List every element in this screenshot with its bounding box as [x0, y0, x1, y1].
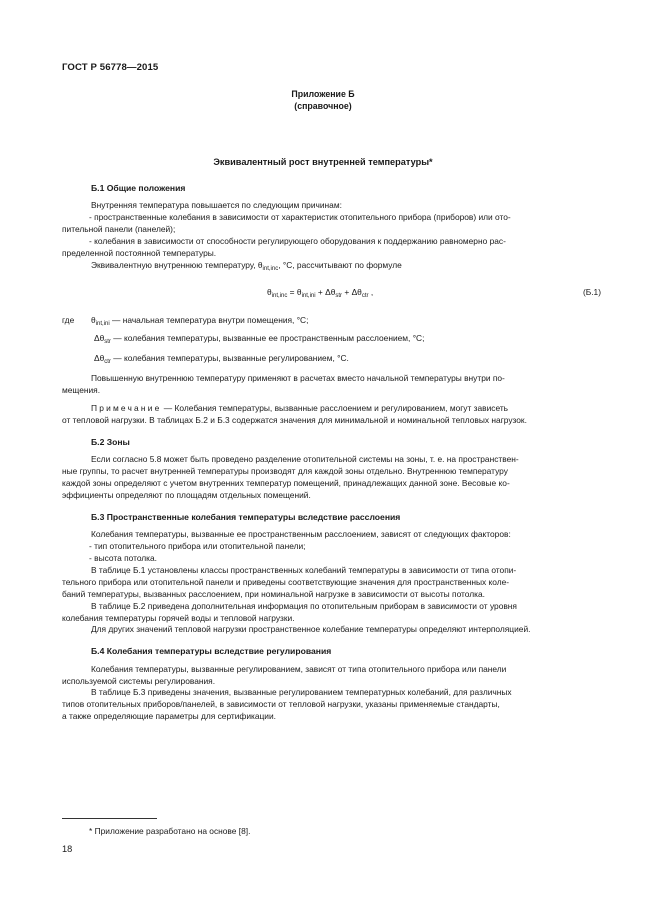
- variable-definition: $\Delta\theta_{ctr}$ — колебания температуры, вызванные регулированием, °C.: [94, 353, 349, 366]
- annex-subtitle: (справочное): [294, 100, 352, 111]
- list-item: - высота потолка.: [89, 552, 158, 563]
- paragraph: Колебания температуры, вызванные регулированием, зависят от типа отопительного прибора или панели используемой системы регулирования.: [62, 663, 507, 686]
- formula-number: (Б.1): [582, 287, 601, 298]
- paragraph: Внутренняя температура повышается по следующим причинам:: [91, 200, 342, 211]
- paragraph: Повышенную внутреннюю температуру применяют в расчетах вместо начальной температуры внутри по- мещения.: [62, 373, 505, 396]
- document-body: [62, 182, 601, 723]
- page-number: 18: [62, 844, 73, 854]
- section-b3-heading: Б.3 Пространственные колебания температуры вследствие расслоения: [91, 511, 401, 522]
- section-b1-heading: Б.1 Общие положения: [91, 183, 186, 193]
- paragraph: Эквивалентную внутреннюю температуру, $\theta_{int,inc}$, °C, рассчитывают по формуле: [91, 259, 402, 272]
- annex-title: Приложение Б: [291, 89, 355, 99]
- list-item: - пространственные колебания в зависимости от характеристик отопительного прибора (приборов) или ото- пительной панели (панелей);: [62, 212, 511, 235]
- paragraph: Если согласно 5.8 может быть проведено разделение отопительной системы на зоны, т. е. на пространствен- ные группы, то расчет внутренней температуры производят для каждой зоны отдельно. Внутреннюю температуру каждой зоны определяют с учетом внутренних температур помещений, принадлежащих данной зоне. Весовые ко- эффициенты определяют по площадям отдельных помещений.: [62, 454, 519, 500]
- section-b2-heading: Б.2 Зоны: [91, 437, 130, 448]
- annex-heading: [0, 89, 646, 113]
- paragraph: Для других значений тепловой нагрузки пространственное колебание температуры определяют интерполяцией.: [91, 624, 531, 635]
- where-label: где: [62, 315, 75, 326]
- paragraph: В таблице Б.2 приведена дополнительная информация по отопительным приборам в зависимости от уровня колебания температуры горячей воды и тепловой нагрузки.: [62, 600, 517, 623]
- paragraph: В таблице Б.3 приведены значения, вызванные регулированием температурных колебаний, для различных типов отопительных приборов/панелей, в зависимости от тепловой нагрузки, указаны применяемые стандарты, а также определяющие параметры для сертификации.: [62, 687, 512, 722]
- footnote-divider: [62, 818, 157, 819]
- note: Примечание — Колебания температуры, вызванные расслоением и регулированием, могут зависеть от тепловой нагрузки. В таблицах Б.2 и Б.3 содержатся значения для минимальной и номинальной тепловых нагрузок.: [62, 403, 527, 426]
- variable-definition: $\Delta\theta_{str}$ — колебания температуры, вызванные ее пространственным расслоением, °C;: [94, 333, 425, 346]
- variable-definition: где $\theta_{int,ini}$ — начальная температура внутри помещения, °C;: [62, 315, 309, 328]
- footnote: * Приложение разработано на основе [8].: [89, 826, 251, 836]
- formula-expression: $\theta_{int,inc} = \theta_{int,ini} + \Delta\theta_{str} + \Delta\theta_{ctr}$ ,: [267, 287, 374, 300]
- list-item: - тип отопительного прибора или отопительной панели;: [89, 541, 306, 552]
- list-item: - колебания в зависимости от способности регулирующего оборудования к поддержанию равномерно рас- пределенной постоянной температуры.: [62, 235, 506, 258]
- paragraph: В таблице Б.1 установлены классы пространственных колебаний температуры в зависимости от типа отопи- тельного прибора или отопительной панели и приведены соответствующие значения для пространственных коле- баний температуры, вызванных расслоением, при номинальной нагрузке в зависимости от высоты потолка.: [62, 564, 517, 599]
- formula-b1: [62, 287, 601, 315]
- standard-code: ГОСТ Р 56778—2015: [62, 62, 159, 73]
- document-title: Эквивалентный рост внутренней температуры*: [213, 157, 433, 167]
- paragraph: Колебания температуры, вызванные ее пространственным расслоением, зависят от следующих факторов:: [91, 529, 511, 540]
- section-b4-heading: Б.4 Колебания температуры вследствие регулирования: [91, 646, 332, 657]
